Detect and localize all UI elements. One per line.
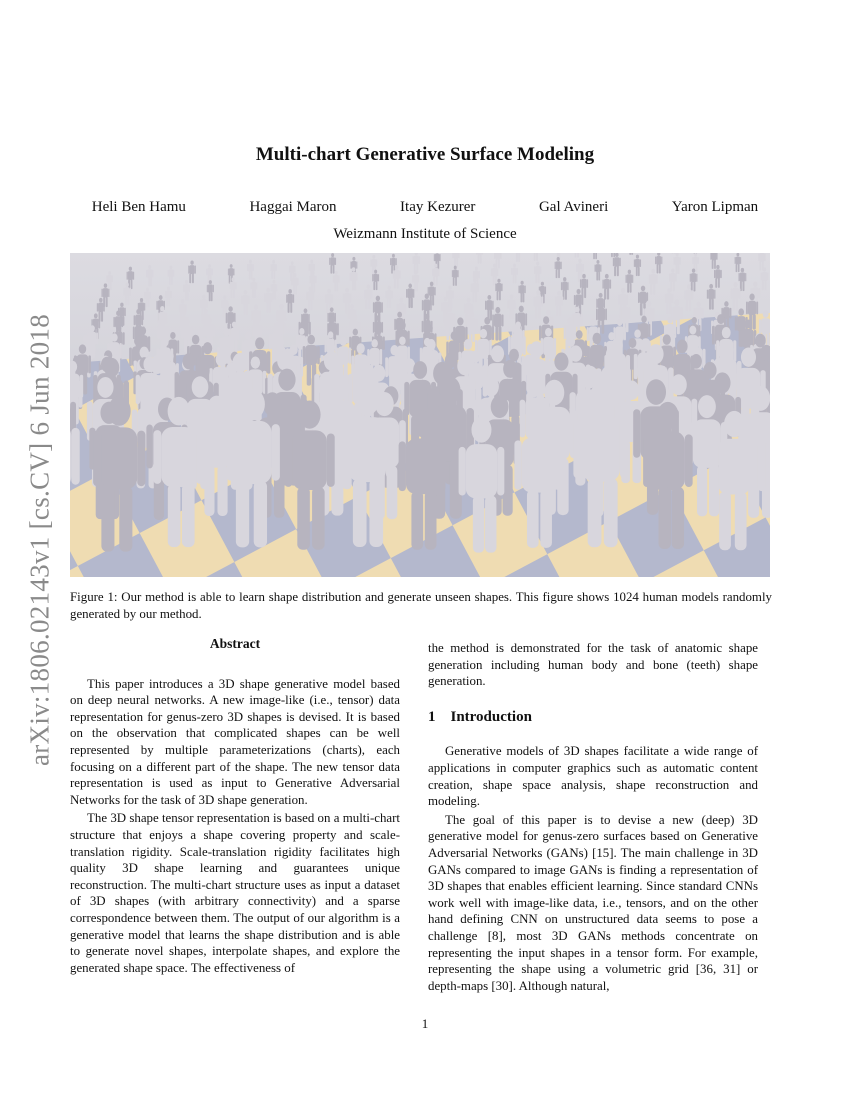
arxiv-stamp [20, 300, 60, 780]
intro-paragraph: The goal of this paper is to devise a new (deep) 3D generative model for genus-zero surfaces based on Generative Adversarial Networks (GANs) [15]. The main challenge in 3D GANs compared to image GANs is finding a representation of 3D shapes that enables efficient learning. Since standard CNNs work well with image-like data, i.e., tensors, and on the other hand defining CNN on unstructured data seems to pose a challenge [8], most 3D GANs methods concentrate on representing the input shapes in a tensor form. For example, representing the shape using a volumetric grid [36, 31] or depth-maps [30]. Although natural, [428, 812, 758, 993]
abstract-paragraph: This paper introduces a 3D shape generative model based on deep neural networks. A new image-like (i.e., tensor) data representation for genus-zero 3D shapes is devised. It is based on the observation that complicated shapes can be well represented by multiple parameterizations (charts), each focusing on a different part of the shape. The new tensor data representation is used as input to Generative Adversarial Networks for the task of 3D shape generation. [70, 676, 400, 807]
author: Yaron Lipman [671, 199, 759, 215]
arxiv-id: arXiv:1806.02143v1 [cs.CV] 6 Jun 2018 [24, 313, 55, 767]
page-number: 1 [421, 1016, 429, 1031]
author: Gal Avineri [538, 199, 609, 215]
section-heading [428, 709, 758, 726]
paper-title: Multi-chart Generative Surface Modeling [255, 144, 595, 165]
section-title: Introduction [450, 708, 532, 725]
column-left [70, 636, 400, 976]
author: Haggai Maron [249, 199, 337, 215]
affiliation: Weizmann Institute of Science [333, 226, 517, 242]
abstract-continuation: the method is demonstrated for the task of anatomic shape generation including human body and bone (teeth) shape generation. [428, 641, 758, 689]
section-number: 1 [428, 708, 436, 725]
author: Heli Ben Hamu [91, 199, 186, 215]
figure-human-crowd [70, 253, 770, 577]
column-right [428, 640, 758, 994]
figure-caption: Figure 1: Our method is able to learn shape distribution and generate unseen shapes. This figure shows 1024 human models randomly generated by our method. [70, 590, 772, 621]
abstract-heading: Abstract [209, 636, 261, 651]
abstract-paragraph: The 3D shape tensor representation is based on a multi-chart structure that enjoys a shape covering property and scale-translation rigidity. Scale-translation rigidity facilitates high quality 3D shape learning and guarantees unique reconstruction. The multi-chart structure uses as input a dataset of 3D shapes (with arbitrary connectivity) and a sparse correspondence between them. The output of our algorithm is a generative model that learns the shape distribution and is able to generate novel shapes, interpolate shapes, and explore the generated shape space. The effectiveness of [70, 811, 400, 975]
intro-paragraph: Generative models of 3D shapes facilitate a wide range of applications in computer graphics such as automatic content creation, shape space analysis, shape reconstruction and modeling. [428, 744, 758, 809]
crowd-render [70, 253, 770, 577]
author-list [60, 199, 790, 216]
author: Itay Kezurer [400, 199, 476, 215]
